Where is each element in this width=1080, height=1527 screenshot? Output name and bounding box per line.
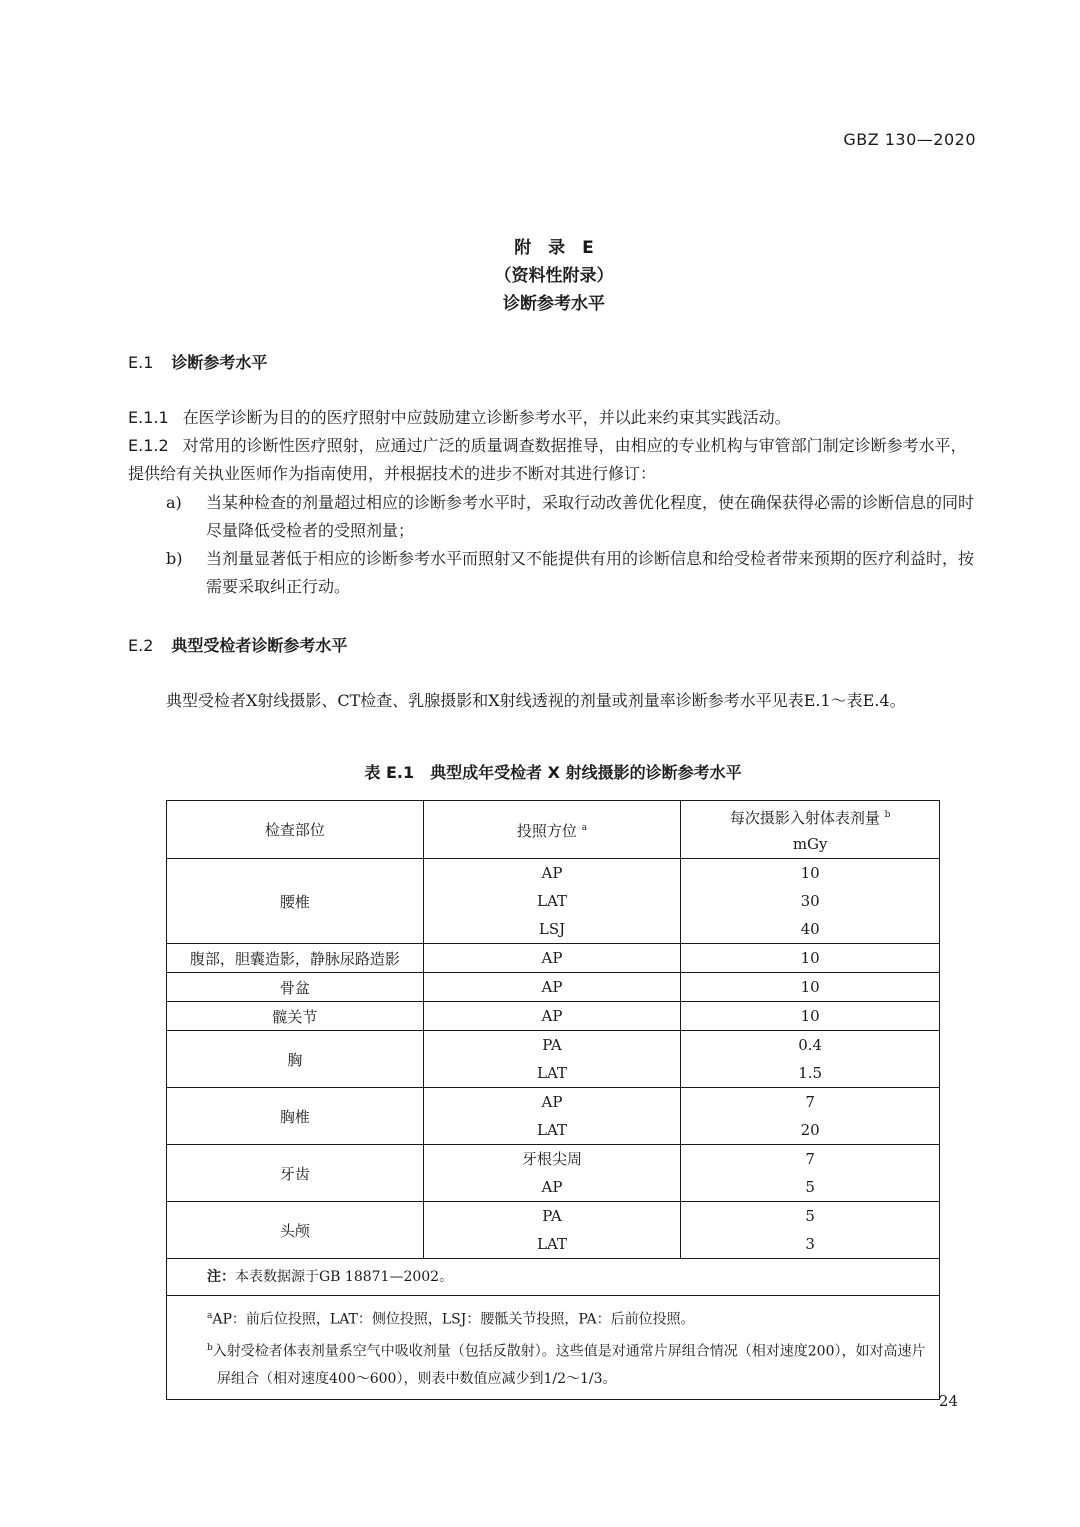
cell-site: 腹部，胆囊造影，静脉尿路造影	[167, 944, 424, 973]
header-projection: 投照方位 $^a$	[423, 801, 681, 859]
cell-projection: AP	[423, 973, 681, 1002]
cell-dose: 40	[681, 915, 940, 944]
cell-dose: 3	[681, 1230, 940, 1259]
appendix-subject: 诊断参考水平	[503, 294, 605, 314]
header-dose-unit: mGy	[792, 835, 828, 853]
appendix-heading	[0, 234, 1080, 318]
cell-projection: AP	[423, 1173, 681, 1202]
cell-dose: 0.4	[681, 1031, 940, 1060]
section-e1-heading	[128, 350, 267, 373]
cell-dose: 30	[681, 887, 940, 915]
list-text: 当某种检查的剂量超过相应的诊断参考水平时，采取行动改善优化程度，使在确保获得必需的诊断信息的同时尽量降低受检者的受照剂量；	[206, 493, 975, 540]
table-row	[167, 973, 940, 1002]
cell-dose: 10	[681, 859, 940, 888]
paragraph-e1-1	[128, 404, 978, 432]
cell-dose: 1.5	[681, 1059, 940, 1088]
cell-projection: 牙根尖周	[423, 1145, 681, 1174]
cell-dose: 5	[681, 1202, 940, 1231]
table-row	[167, 1145, 940, 1174]
header-site: 检查部位	[167, 801, 424, 859]
header-dose: 每次摄影入射体表剂量 $^b$ mGy	[681, 801, 940, 859]
footnote-mark: b	[884, 810, 891, 820]
appendix-type: （资料性附录）	[494, 266, 614, 286]
list-marker: b)	[166, 549, 183, 568]
clause-number: E.1.2	[128, 436, 169, 455]
cell-projection: AP	[423, 1002, 681, 1031]
appendix-title: 附 录 E	[514, 238, 594, 258]
table-row	[167, 1088, 940, 1117]
clause-text: 对常用的诊断性医疗照射，应通过广泛的质量调查数据推导，由相应的专业机构与审管部门制定诊断参考水平，提供给有关执业医师作为指南使用，并根据技术的进步不断对其进行修订：	[128, 436, 967, 483]
table-footnotes-row	[167, 1296, 940, 1400]
cell-dose: 5	[681, 1173, 940, 1202]
cell-site: 胸椎	[167, 1088, 424, 1145]
table-row	[167, 859, 940, 888]
section-e2-heading	[128, 633, 347, 656]
list-text: 当剂量显著低于相应的诊断参考水平而照射又不能提供有用的诊断信息和给受检者带来预期的医疗利益时，按需要采取纠正行动。	[206, 549, 975, 596]
cell-dose: 10	[681, 1002, 940, 1031]
paragraph-e2: 典型受检者X射线摄影、CT检查、乳腺摄影和X射线透视的剂量或剂量率诊断参考水平见表E.1～表E.4。	[166, 691, 906, 710]
cell-dose: 20	[681, 1116, 940, 1145]
list-item-a	[166, 489, 978, 545]
table-footnotes	[167, 1296, 940, 1400]
cell-dose: 10	[681, 973, 940, 1002]
paragraph-e1-2	[128, 432, 978, 488]
cell-dose: 7	[681, 1145, 940, 1174]
footnote-a: $^a$AP：前后位投照，LAT：侧位投照，LSJ：腰骶关节投照，PA：后前位投照。	[207, 1311, 695, 1328]
cell-dose: 10	[681, 944, 940, 973]
list-item-b	[166, 545, 978, 601]
cell-projection: PA	[423, 1202, 681, 1231]
footnote-mark: a	[581, 823, 588, 833]
table-note-row	[167, 1259, 940, 1296]
table-row	[167, 1031, 940, 1060]
cell-projection: AP	[423, 1088, 681, 1117]
cell-projection: LAT	[423, 887, 681, 915]
cell-site: 牙齿	[167, 1145, 424, 1202]
table-row	[167, 944, 940, 973]
cell-site: 骨盆	[167, 973, 424, 1002]
cell-projection: LAT	[423, 1230, 681, 1259]
cell-projection: AP	[423, 944, 681, 973]
section-number: E.2	[128, 636, 154, 655]
list-marker: a)	[166, 493, 182, 512]
table-title: 表 E.1 典型成年受检者 X 射线摄影的诊断参考水平	[364, 763, 742, 782]
cell-site: 胸	[167, 1031, 424, 1088]
standard-code: GBZ 130—2020	[843, 130, 976, 149]
section-title: 诊断参考水平	[171, 353, 268, 372]
footnote-b: $^b$入射受检者体表剂量系空气中吸收剂量（包括反散射）。这些值是对通常片屏组合情况（相对速度200），如对高速片屏组合（相对速度400～600），则表中数值应减少到1/2～1/3。	[207, 1342, 926, 1388]
clause-text: 在医学诊断为目的的医疗照射中应鼓励建立诊断参考水平，并以此来约束其实践活动。	[182, 408, 791, 427]
cell-projection: LSJ	[423, 915, 681, 944]
cell-site: 头颅	[167, 1202, 424, 1259]
cell-projection: AP	[423, 859, 681, 888]
table-header-row	[167, 801, 940, 859]
table-row	[167, 1002, 940, 1031]
clause-number: E.1.1	[128, 408, 169, 427]
cell-projection: LAT	[423, 1116, 681, 1145]
cell-site: 髋关节	[167, 1002, 424, 1031]
cell-dose: 7	[681, 1088, 940, 1117]
dose-reference-table	[166, 800, 940, 1400]
page-number: 24	[938, 1392, 958, 1410]
cell-site: 腰椎	[167, 859, 424, 944]
section-title: 典型受检者诊断参考水平	[171, 636, 348, 655]
cell-projection: PA	[423, 1031, 681, 1060]
cell-projection: LAT	[423, 1059, 681, 1088]
table-note: 注：本表数据源于GB 18871—2002。	[167, 1259, 940, 1296]
section-number: E.1	[128, 353, 154, 372]
table-row	[167, 1202, 940, 1231]
